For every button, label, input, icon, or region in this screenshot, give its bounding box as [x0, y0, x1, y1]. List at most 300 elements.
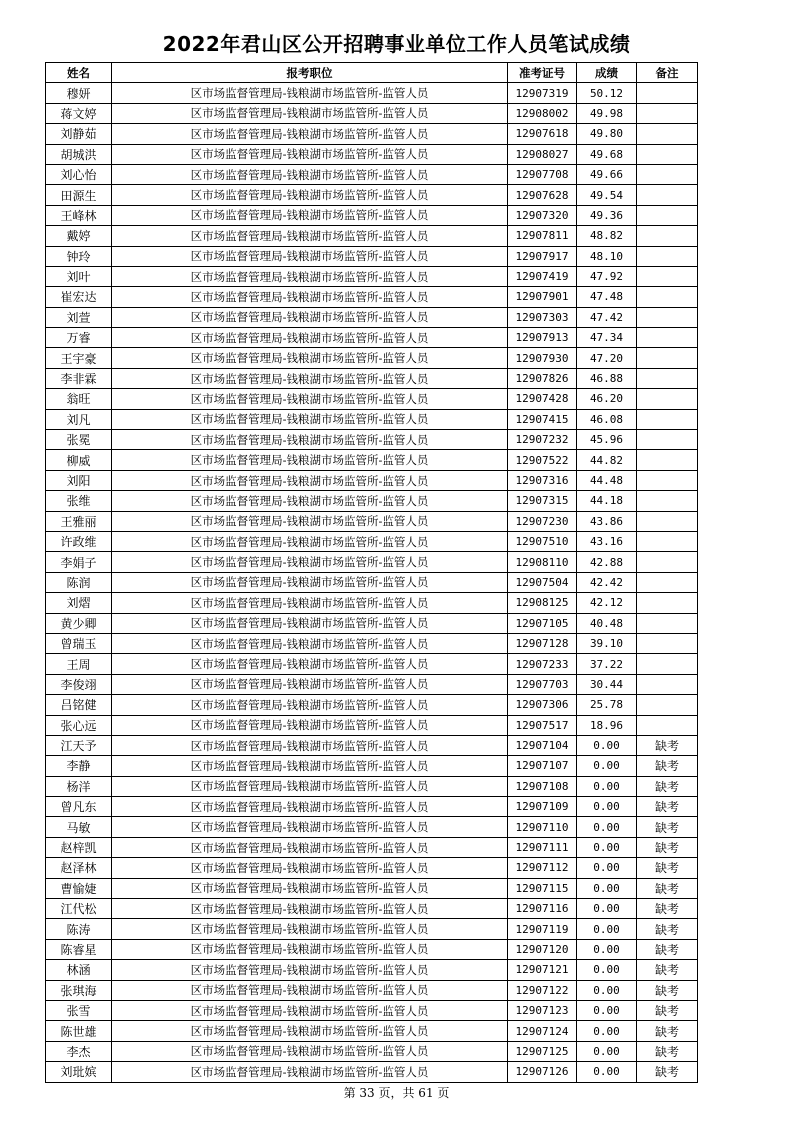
table-row — [46, 960, 698, 980]
table-row — [46, 1021, 698, 1041]
cell-position: 区市场监督管理局-钱粮湖市场监管所-监管人员 — [112, 817, 508, 837]
cell-score: 0.00 — [577, 1021, 637, 1041]
cell-position: 区市场监督管理局-钱粮湖市场监管所-监管人员 — [112, 715, 508, 735]
cell-position: 区市场监督管理局-钱粮湖市场监管所-监管人员 — [112, 389, 508, 409]
cell-exam-id: 12907306 — [508, 695, 577, 715]
table-row — [46, 572, 698, 592]
cell-exam-id: 12907708 — [508, 164, 577, 184]
table-row — [46, 246, 698, 266]
cell-remark: 缺考 — [637, 919, 698, 939]
cell-position: 区市场监督管理局-钱粮湖市场监管所-监管人员 — [112, 164, 508, 184]
cell-exam-id: 12907522 — [508, 450, 577, 470]
cell-score: 0.00 — [577, 878, 637, 898]
cell-remark — [637, 593, 698, 613]
cell-name: 刘阳 — [46, 470, 112, 490]
cell-position: 区市场监督管理局-钱粮湖市场监管所-监管人员 — [112, 919, 508, 939]
table-row — [46, 899, 698, 919]
table-row — [46, 858, 698, 878]
cell-exam-id: 12907107 — [508, 756, 577, 776]
cell-position: 区市场监督管理局-钱粮湖市场监管所-监管人员 — [112, 470, 508, 490]
cell-position: 区市场监督管理局-钱粮湖市场监管所-监管人员 — [112, 776, 508, 796]
cell-exam-id: 12907111 — [508, 837, 577, 857]
cell-score: 48.10 — [577, 246, 637, 266]
cell-score: 30.44 — [577, 674, 637, 694]
cell-remark — [637, 552, 698, 572]
cell-name: 李非霖 — [46, 368, 112, 388]
table-row — [46, 878, 698, 898]
cell-remark — [637, 430, 698, 450]
cell-remark — [637, 633, 698, 653]
cell-exam-id: 12907415 — [508, 409, 577, 429]
cell-score: 0.00 — [577, 980, 637, 1000]
cell-name: 戴婷 — [46, 226, 112, 246]
cell-score: 0.00 — [577, 756, 637, 776]
cell-exam-id: 12907123 — [508, 1000, 577, 1020]
cell-exam-id: 12907826 — [508, 368, 577, 388]
cell-position: 区市场监督管理局-钱粮湖市场监管所-监管人员 — [112, 511, 508, 531]
cell-position: 区市场监督管理局-钱粮湖市场监管所-监管人员 — [112, 960, 508, 980]
cell-name: 陈睿星 — [46, 939, 112, 959]
cell-remark: 缺考 — [637, 735, 698, 755]
cell-remark — [637, 715, 698, 735]
table-row — [46, 654, 698, 674]
cell-exam-id: 12907110 — [508, 817, 577, 837]
cell-position: 区市场监督管理局-钱粮湖市场监管所-监管人员 — [112, 674, 508, 694]
cell-exam-id: 12907115 — [508, 878, 577, 898]
cell-score: 44.48 — [577, 470, 637, 490]
cell-name: 田源生 — [46, 185, 112, 205]
table-row — [46, 552, 698, 572]
cell-remark — [637, 83, 698, 103]
table-row — [46, 776, 698, 796]
table-row — [46, 919, 698, 939]
cell-exam-id: 12907510 — [508, 531, 577, 551]
cell-exam-id: 12907628 — [508, 185, 577, 205]
cell-remark — [637, 613, 698, 633]
cell-position: 区市场监督管理局-钱粮湖市场监管所-监管人员 — [112, 1041, 508, 1061]
cell-score: 0.00 — [577, 1000, 637, 1020]
cell-exam-id: 12907121 — [508, 960, 577, 980]
cell-position: 区市场监督管理局-钱粮湖市场监管所-监管人员 — [112, 205, 508, 225]
cell-score: 47.20 — [577, 348, 637, 368]
cell-exam-id: 12907120 — [508, 939, 577, 959]
cell-exam-id: 12907108 — [508, 776, 577, 796]
header-name: 姓名 — [46, 63, 112, 83]
cell-score: 45.96 — [577, 430, 637, 450]
cell-remark: 缺考 — [637, 756, 698, 776]
cell-score: 46.88 — [577, 368, 637, 388]
cell-score: 25.78 — [577, 695, 637, 715]
cell-name: 许政维 — [46, 531, 112, 551]
cell-exam-id: 12907122 — [508, 980, 577, 1000]
cell-position: 区市场监督管理局-钱粮湖市场监管所-监管人员 — [112, 246, 508, 266]
cell-name: 陈涛 — [46, 919, 112, 939]
cell-name: 刘熠 — [46, 593, 112, 613]
cell-position: 区市场监督管理局-钱粮湖市场监管所-监管人员 — [112, 654, 508, 674]
cell-name: 蒋文婷 — [46, 103, 112, 123]
table-row — [46, 368, 698, 388]
cell-remark — [637, 307, 698, 327]
table-row — [46, 164, 698, 184]
cell-score: 37.22 — [577, 654, 637, 674]
cell-position: 区市场监督管理局-钱粮湖市场监管所-监管人员 — [112, 899, 508, 919]
cell-exam-id: 12907105 — [508, 613, 577, 633]
cell-name: 张心远 — [46, 715, 112, 735]
cell-name: 赵梓凯 — [46, 837, 112, 857]
cell-remark — [637, 450, 698, 470]
cell-name: 曾凡东 — [46, 797, 112, 817]
cell-remark — [637, 205, 698, 225]
cell-score: 49.66 — [577, 164, 637, 184]
cell-name: 穆妍 — [46, 83, 112, 103]
cell-name: 崔宏达 — [46, 287, 112, 307]
cell-exam-id: 12907703 — [508, 674, 577, 694]
cell-score: 0.00 — [577, 776, 637, 796]
table-row — [46, 103, 698, 123]
cell-name: 王雅丽 — [46, 511, 112, 531]
cell-remark — [637, 164, 698, 184]
table-row — [46, 348, 698, 368]
cell-position: 区市场监督管理局-钱粮湖市场监管所-监管人员 — [112, 83, 508, 103]
cell-score: 0.00 — [577, 899, 637, 919]
cell-score: 47.92 — [577, 266, 637, 286]
cell-name: 刘心怡 — [46, 164, 112, 184]
cell-exam-id: 12908110 — [508, 552, 577, 572]
cell-score: 42.88 — [577, 552, 637, 572]
cell-name: 李静 — [46, 756, 112, 776]
cell-name: 王宇豪 — [46, 348, 112, 368]
cell-exam-id: 12907232 — [508, 430, 577, 450]
cell-name: 江代松 — [46, 899, 112, 919]
cell-name: 黄少卿 — [46, 613, 112, 633]
cell-name: 李俊翊 — [46, 674, 112, 694]
cell-name: 赵泽林 — [46, 858, 112, 878]
cell-score: 47.42 — [577, 307, 637, 327]
cell-exam-id: 12907316 — [508, 470, 577, 490]
cell-name: 胡城洪 — [46, 144, 112, 164]
table-row — [46, 491, 698, 511]
cell-exam-id: 12907128 — [508, 633, 577, 653]
table-row — [46, 756, 698, 776]
cell-name: 曾瑞玉 — [46, 633, 112, 653]
table-row — [46, 511, 698, 531]
cell-remark: 缺考 — [637, 899, 698, 919]
score-table — [45, 62, 698, 1083]
cell-position: 区市场监督管理局-钱粮湖市场监管所-监管人员 — [112, 124, 508, 144]
cell-position: 区市场监督管理局-钱粮湖市场监管所-监管人员 — [112, 266, 508, 286]
cell-position: 区市场监督管理局-钱粮湖市场监管所-监管人员 — [112, 1021, 508, 1041]
cell-name: 曹愉婕 — [46, 878, 112, 898]
cell-exam-id: 12907901 — [508, 287, 577, 307]
cell-exam-id: 12907917 — [508, 246, 577, 266]
table-row — [46, 409, 698, 429]
cell-remark — [637, 348, 698, 368]
cell-position: 区市场监督管理局-钱粮湖市场监管所-监管人员 — [112, 756, 508, 776]
cell-name: 刘叶 — [46, 266, 112, 286]
cell-name: 钟玲 — [46, 246, 112, 266]
header-exam-id: 准考证号 — [508, 63, 577, 83]
cell-score: 44.18 — [577, 491, 637, 511]
cell-exam-id: 12907419 — [508, 266, 577, 286]
cell-exam-id: 12907428 — [508, 389, 577, 409]
cell-exam-id: 12908125 — [508, 593, 577, 613]
cell-remark — [637, 124, 698, 144]
table-row — [46, 613, 698, 633]
cell-remark — [637, 287, 698, 307]
cell-remark — [637, 572, 698, 592]
cell-position: 区市场监督管理局-钱粮湖市场监管所-监管人员 — [112, 858, 508, 878]
cell-position: 区市场监督管理局-钱粮湖市场监管所-监管人员 — [112, 980, 508, 1000]
cell-remark: 缺考 — [637, 878, 698, 898]
cell-exam-id: 12907124 — [508, 1021, 577, 1041]
table-row — [46, 1041, 698, 1061]
cell-score: 44.82 — [577, 450, 637, 470]
cell-score: 0.00 — [577, 939, 637, 959]
table-row — [46, 450, 698, 470]
cell-exam-id: 12907126 — [508, 1062, 577, 1082]
cell-position: 区市场监督管理局-钱粮湖市场监管所-监管人员 — [112, 348, 508, 368]
cell-score: 40.48 — [577, 613, 637, 633]
cell-remark — [637, 695, 698, 715]
table-row — [46, 83, 698, 103]
cell-exam-id: 12908002 — [508, 103, 577, 123]
cell-remark — [637, 511, 698, 531]
cell-score: 0.00 — [577, 1041, 637, 1061]
cell-exam-id: 12907116 — [508, 899, 577, 919]
cell-position: 区市场监督管理局-钱粮湖市场监管所-监管人员 — [112, 491, 508, 511]
cell-remark — [637, 103, 698, 123]
cell-name: 王峰林 — [46, 205, 112, 225]
table-row — [46, 470, 698, 490]
cell-score: 46.20 — [577, 389, 637, 409]
cell-exam-id: 12907319 — [508, 83, 577, 103]
cell-name: 张维 — [46, 491, 112, 511]
cell-position: 区市场监督管理局-钱粮湖市场监管所-监管人员 — [112, 797, 508, 817]
table-row — [46, 980, 698, 1000]
cell-position: 区市场监督管理局-钱粮湖市场监管所-监管人员 — [112, 531, 508, 551]
cell-score: 0.00 — [577, 817, 637, 837]
cell-score: 18.96 — [577, 715, 637, 735]
cell-remark: 缺考 — [637, 776, 698, 796]
table-row — [46, 307, 698, 327]
cell-exam-id: 12907504 — [508, 572, 577, 592]
table-row — [46, 674, 698, 694]
cell-remark — [637, 266, 698, 286]
cell-position: 区市场监督管理局-钱粮湖市场监管所-监管人员 — [112, 878, 508, 898]
cell-exam-id: 12907517 — [508, 715, 577, 735]
cell-remark: 缺考 — [637, 837, 698, 857]
cell-position: 区市场监督管理局-钱粮湖市场监管所-监管人员 — [112, 103, 508, 123]
cell-exam-id: 12907125 — [508, 1041, 577, 1061]
cell-score: 47.34 — [577, 328, 637, 348]
table-row — [46, 531, 698, 551]
cell-name: 刘凡 — [46, 409, 112, 429]
cell-position: 区市场监督管理局-钱粮湖市场监管所-监管人员 — [112, 409, 508, 429]
cell-name: 刘玭嫔 — [46, 1062, 112, 1082]
page-number: 第 33 页，共 61 页 — [343, 1086, 450, 1100]
cell-name: 张雪 — [46, 1000, 112, 1020]
table-row — [46, 205, 698, 225]
cell-remark — [637, 226, 698, 246]
cell-position: 区市场监督管理局-钱粮湖市场监管所-监管人员 — [112, 613, 508, 633]
cell-remark: 缺考 — [637, 980, 698, 1000]
cell-exam-id: 12907315 — [508, 491, 577, 511]
cell-name: 刘静茹 — [46, 124, 112, 144]
cell-position: 区市场监督管理局-钱粮湖市场监管所-监管人员 — [112, 307, 508, 327]
cell-exam-id: 12907320 — [508, 205, 577, 225]
table-row — [46, 389, 698, 409]
cell-score: 43.16 — [577, 531, 637, 551]
table-row — [46, 226, 698, 246]
cell-position: 区市场监督管理局-钱粮湖市场监管所-监管人员 — [112, 695, 508, 715]
cell-score: 0.00 — [577, 837, 637, 857]
cell-remark — [637, 654, 698, 674]
cell-name: 张琪海 — [46, 980, 112, 1000]
header-remark: 备注 — [637, 63, 698, 83]
table-row — [46, 797, 698, 817]
cell-remark — [637, 328, 698, 348]
cell-remark — [637, 144, 698, 164]
table-row — [46, 633, 698, 653]
table-row — [46, 144, 698, 164]
cell-score: 0.00 — [577, 858, 637, 878]
cell-name: 王周 — [46, 654, 112, 674]
cell-position: 区市场监督管理局-钱粮湖市场监管所-监管人员 — [112, 1000, 508, 1020]
table-row — [46, 328, 698, 348]
cell-remark: 缺考 — [637, 1041, 698, 1061]
cell-position: 区市场监督管理局-钱粮湖市场监管所-监管人员 — [112, 939, 508, 959]
cell-remark — [637, 531, 698, 551]
cell-position: 区市场监督管理局-钱粮湖市场监管所-监管人员 — [112, 430, 508, 450]
cell-position: 区市场监督管理局-钱粮湖市场监管所-监管人员 — [112, 1062, 508, 1082]
cell-exam-id: 12907112 — [508, 858, 577, 878]
table-row — [46, 715, 698, 735]
header-position: 报考职位 — [112, 63, 508, 83]
cell-position: 区市场监督管理局-钱粮湖市场监管所-监管人员 — [112, 226, 508, 246]
cell-exam-id: 12907119 — [508, 919, 577, 939]
cell-score: 0.00 — [577, 797, 637, 817]
cell-exam-id: 12907811 — [508, 226, 577, 246]
cell-remark: 缺考 — [637, 1000, 698, 1020]
header-score: 成绩 — [577, 63, 637, 83]
table-row — [46, 1000, 698, 1020]
cell-score: 42.42 — [577, 572, 637, 592]
table-row — [46, 287, 698, 307]
cell-remark: 缺考 — [637, 797, 698, 817]
cell-name: 陈世雄 — [46, 1021, 112, 1041]
cell-remark — [637, 491, 698, 511]
cell-name: 翁旺 — [46, 389, 112, 409]
table-row — [46, 185, 698, 205]
cell-remark — [637, 470, 698, 490]
cell-position: 区市场监督管理局-钱粮湖市场监管所-监管人员 — [112, 328, 508, 348]
cell-score: 0.00 — [577, 960, 637, 980]
cell-position: 区市场监督管理局-钱粮湖市场监管所-监管人员 — [112, 368, 508, 388]
cell-remark: 缺考 — [637, 1021, 698, 1041]
cell-name: 张冕 — [46, 430, 112, 450]
cell-remark — [637, 389, 698, 409]
cell-position: 区市场监督管理局-钱粮湖市场监管所-监管人员 — [112, 185, 508, 205]
cell-name: 江天予 — [46, 735, 112, 755]
cell-position: 区市场监督管理局-钱粮湖市场监管所-监管人员 — [112, 450, 508, 470]
cell-score: 0.00 — [577, 919, 637, 939]
cell-exam-id: 12907233 — [508, 654, 577, 674]
cell-name: 李杰 — [46, 1041, 112, 1061]
cell-position: 区市场监督管理局-钱粮湖市场监管所-监管人员 — [112, 633, 508, 653]
cell-score: 50.12 — [577, 83, 637, 103]
cell-score: 0.00 — [577, 735, 637, 755]
cell-exam-id: 12907104 — [508, 735, 577, 755]
cell-exam-id: 12907930 — [508, 348, 577, 368]
table-row — [46, 124, 698, 144]
table-row — [46, 837, 698, 857]
table-body — [46, 83, 698, 1082]
table-row — [46, 695, 698, 715]
page-title: 2022年君山区公开招聘事业单位工作人员笔试成绩 — [162, 32, 631, 56]
table-row — [46, 1062, 698, 1082]
cell-score: 46.08 — [577, 409, 637, 429]
table-header-row — [46, 63, 698, 83]
cell-score: 49.80 — [577, 124, 637, 144]
cell-remark: 缺考 — [637, 858, 698, 878]
cell-remark: 缺考 — [637, 960, 698, 980]
cell-exam-id: 12908027 — [508, 144, 577, 164]
cell-name: 杨洋 — [46, 776, 112, 796]
cell-exam-id: 12907618 — [508, 124, 577, 144]
cell-position: 区市场监督管理局-钱粮湖市场监管所-监管人员 — [112, 735, 508, 755]
cell-score: 43.86 — [577, 511, 637, 531]
cell-position: 区市场监督管理局-钱粮湖市场监管所-监管人员 — [112, 552, 508, 572]
cell-score: 49.68 — [577, 144, 637, 164]
cell-position: 区市场监督管理局-钱粮湖市场监管所-监管人员 — [112, 287, 508, 307]
cell-exam-id: 12907913 — [508, 328, 577, 348]
cell-name: 柳威 — [46, 450, 112, 470]
cell-position: 区市场监督管理局-钱粮湖市场监管所-监管人员 — [112, 593, 508, 613]
cell-name: 刘萱 — [46, 307, 112, 327]
cell-name: 李娟子 — [46, 552, 112, 572]
cell-position: 区市场监督管理局-钱粮湖市场监管所-监管人员 — [112, 572, 508, 592]
cell-score: 49.98 — [577, 103, 637, 123]
cell-exam-id: 12907303 — [508, 307, 577, 327]
cell-remark: 缺考 — [637, 817, 698, 837]
cell-name: 万睿 — [46, 328, 112, 348]
table-row — [46, 817, 698, 837]
cell-remark: 缺考 — [637, 939, 698, 959]
cell-score: 49.54 — [577, 185, 637, 205]
cell-remark — [637, 409, 698, 429]
table-row — [46, 430, 698, 450]
table-row — [46, 735, 698, 755]
cell-name: 吕铭健 — [46, 695, 112, 715]
cell-score: 47.48 — [577, 287, 637, 307]
cell-score: 42.12 — [577, 593, 637, 613]
cell-position: 区市场监督管理局-钱粮湖市场监管所-监管人员 — [112, 837, 508, 857]
cell-remark: 缺考 — [637, 1062, 698, 1082]
cell-position: 区市场监督管理局-钱粮湖市场监管所-监管人员 — [112, 144, 508, 164]
cell-name: 陈润 — [46, 572, 112, 592]
cell-remark — [637, 368, 698, 388]
table-row — [46, 939, 698, 959]
cell-exam-id: 12907109 — [508, 797, 577, 817]
cell-score: 48.82 — [577, 226, 637, 246]
cell-name: 马敏 — [46, 817, 112, 837]
cell-exam-id: 12907230 — [508, 511, 577, 531]
cell-name: 林涵 — [46, 960, 112, 980]
table-row — [46, 593, 698, 613]
cell-remark — [637, 674, 698, 694]
table-row — [46, 266, 698, 286]
cell-remark — [637, 246, 698, 266]
